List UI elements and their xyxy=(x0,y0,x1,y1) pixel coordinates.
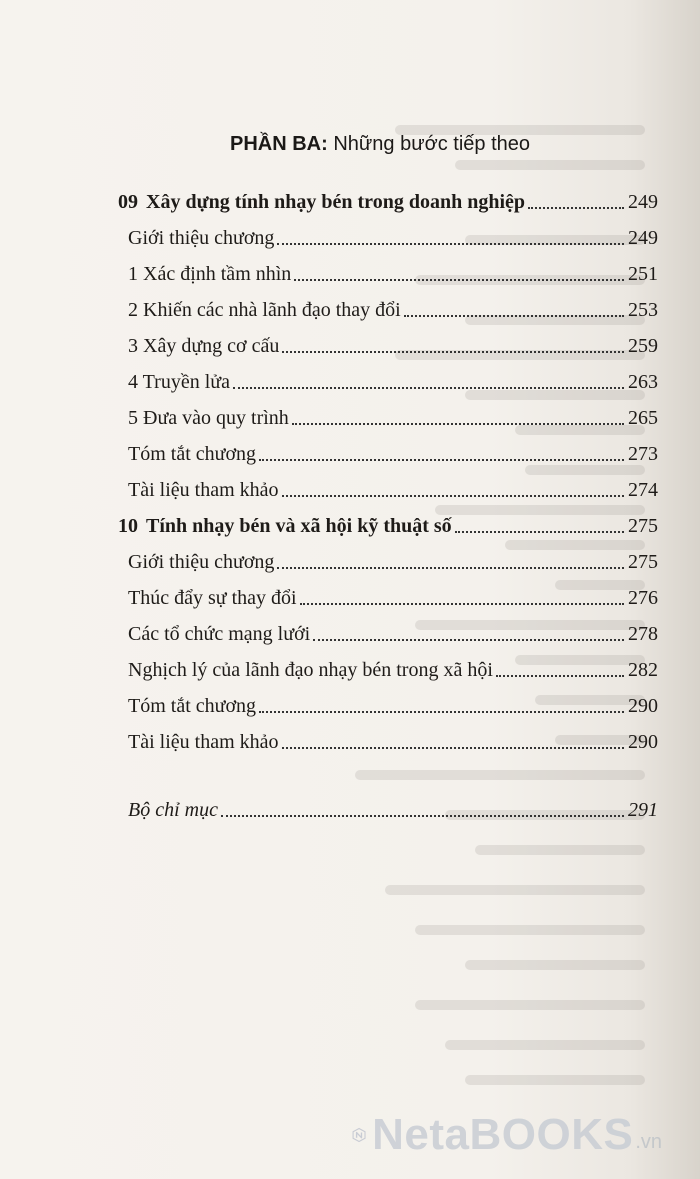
toc-page-number: 276 xyxy=(628,587,658,609)
toc-section-row[interactable] xyxy=(118,286,658,322)
dot-leader xyxy=(277,243,624,245)
toc-page-number: 259 xyxy=(628,335,658,357)
toc-section-row[interactable] xyxy=(118,394,658,430)
toc-entry-title: 3 Xây dựng cơ cấu xyxy=(128,335,280,357)
toc-chapter-row[interactable] xyxy=(118,502,658,538)
toc-page-number: 290 xyxy=(628,695,658,717)
toc-page-number: 265 xyxy=(628,407,658,429)
dot-leader xyxy=(282,747,624,749)
toc-section-row[interactable] xyxy=(118,250,658,286)
toc-section-row[interactable] xyxy=(118,214,658,250)
table-of-contents xyxy=(118,178,658,822)
toc-page-number: 249 xyxy=(628,227,658,249)
toc-entry-title: Xây dựng tính nhạy bén trong doanh nghiệp xyxy=(146,191,525,213)
dot-leader xyxy=(528,207,624,209)
toc-section-row[interactable] xyxy=(118,574,658,610)
dot-leader xyxy=(404,315,624,317)
toc-page-number: 273 xyxy=(628,443,658,465)
toc-section-row[interactable] xyxy=(118,610,658,646)
dot-leader xyxy=(294,279,624,281)
toc-section-row[interactable] xyxy=(118,430,658,466)
toc-page-number: 275 xyxy=(628,551,658,573)
toc-section-row[interactable] xyxy=(118,358,658,394)
toc-entry-title: Nghịch lý của lãnh đạo nhạy bén trong xã hội xyxy=(128,659,493,681)
dot-leader xyxy=(221,815,624,817)
chapter-number: 09 xyxy=(118,191,138,213)
dot-leader xyxy=(300,603,624,605)
chapter-number: 10 xyxy=(118,515,138,537)
toc-entry-title: Các tổ chức mạng lưới xyxy=(128,623,311,645)
toc-page-number: 253 xyxy=(628,299,658,321)
toc-page-number: 263 xyxy=(628,371,658,393)
dot-leader xyxy=(233,387,624,389)
dot-leader xyxy=(313,639,624,641)
toc-entry-title: Tóm tắt chương xyxy=(128,443,257,465)
part-title: Những bước tiếp theo xyxy=(333,133,531,155)
toc-entry-title: Tài liệu tham khảo xyxy=(128,731,279,753)
dot-leader xyxy=(259,711,624,713)
dot-leader xyxy=(259,459,624,461)
dot-leader xyxy=(292,423,624,425)
netabooks-logo-icon xyxy=(352,1109,366,1161)
toc-page-number: 275 xyxy=(628,515,658,537)
toc-section-row[interactable] xyxy=(118,718,658,754)
toc-entry-title: Giới thiệu chương xyxy=(128,551,275,573)
toc-entry-title: 5 Đưa vào quy trình xyxy=(128,407,289,429)
toc-entry-title: 1 Xác định tầm nhìn xyxy=(128,263,292,285)
toc-entry-title: Bộ chỉ mục xyxy=(128,799,218,821)
toc-entry-title: Giới thiệu chương xyxy=(128,227,275,249)
part-prefix: PHẦN BA: xyxy=(230,133,328,155)
dot-leader xyxy=(282,351,624,353)
toc-section-row[interactable] xyxy=(118,646,658,682)
toc-section-row[interactable] xyxy=(118,538,658,574)
toc-page-number: 278 xyxy=(628,623,658,645)
toc-section-row[interactable] xyxy=(118,682,658,718)
toc-entry-title: Thúc đẩy sự thay đổi xyxy=(128,587,297,609)
toc-entry-title: Tóm tắt chương xyxy=(128,695,257,717)
toc-page-number: 282 xyxy=(628,659,658,681)
toc-entry-title: 2 Khiến các nhà lãnh đạo thay đổi xyxy=(128,299,401,321)
toc-page-number: 274 xyxy=(628,479,658,501)
watermark-brand: NetaBOOKS xyxy=(372,1110,634,1159)
dot-leader xyxy=(277,567,624,569)
dot-leader xyxy=(455,531,624,533)
toc-section-row[interactable] xyxy=(118,466,658,502)
toc-entry-title: 4 Truyền lửa xyxy=(128,371,230,393)
netabooks-watermark xyxy=(352,1105,662,1165)
dot-leader xyxy=(496,675,624,677)
toc-page-number: 290 xyxy=(628,731,658,753)
watermark-suffix: .vn xyxy=(635,1130,662,1153)
toc-section-row[interactable] xyxy=(118,322,658,358)
toc-page-number: 251 xyxy=(628,263,658,285)
toc-entry-title: Tính nhạy bén và xã hội kỹ thuật số xyxy=(146,515,452,537)
part-heading xyxy=(230,133,530,156)
toc-page-number: 291 xyxy=(628,799,658,821)
toc-page-number: 249 xyxy=(628,191,658,213)
toc-index-row[interactable] xyxy=(118,786,658,822)
toc-chapter-row[interactable] xyxy=(118,178,658,214)
dot-leader xyxy=(282,495,624,497)
toc-entry-title: Tài liệu tham khảo xyxy=(128,479,279,501)
